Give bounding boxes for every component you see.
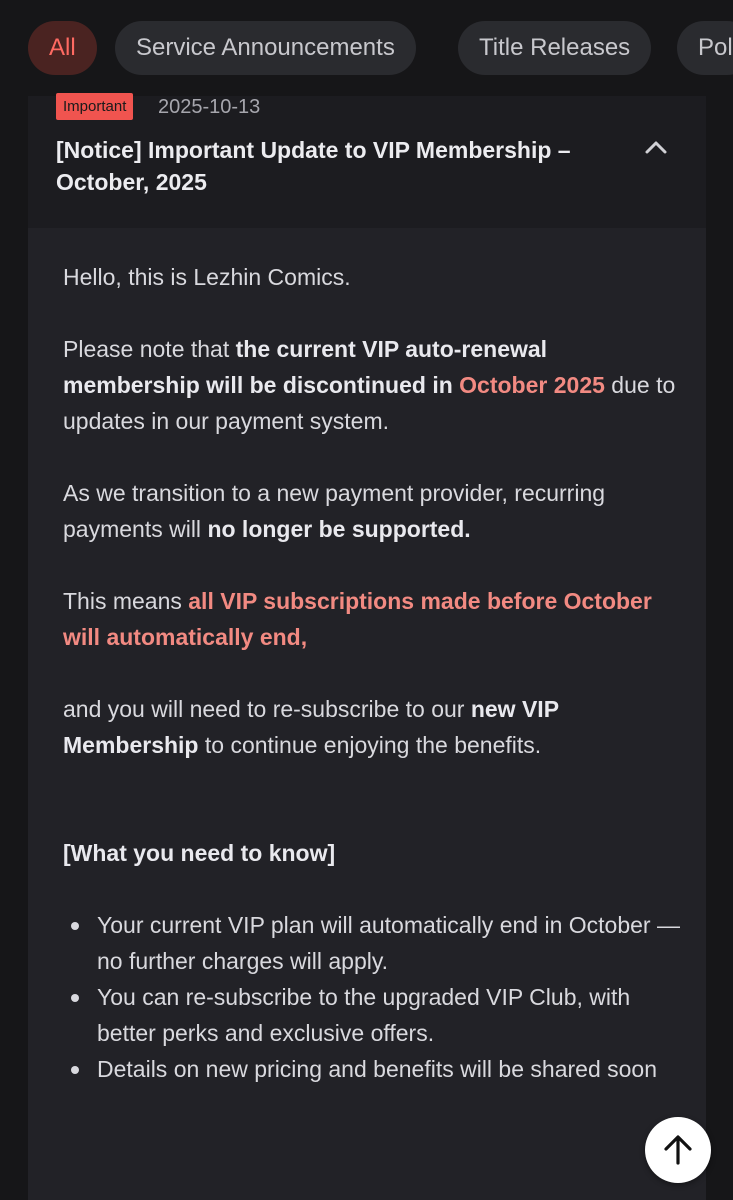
bullet-icon (71, 1066, 79, 1074)
paragraph-resubscribe: and you will need to re-subscribe to our new VIP Membership to continue enjoying the benefits. (63, 696, 559, 758)
notice-title: [Notice] Important Update to VIP Membership – October, 2025 (56, 137, 571, 195)
notice-header[interactable] (28, 96, 706, 228)
section-heading: [What you need to know] (63, 840, 336, 866)
scroll-to-top-button[interactable] (645, 1117, 711, 1183)
paragraph-transition: As we transition to a new payment provider, recurring payments will no longer be supported. (63, 480, 606, 542)
arrow-up-icon (661, 1133, 695, 1167)
tab-service-announcements[interactable]: Service Announcements (115, 21, 416, 75)
tab-all[interactable]: All (28, 21, 97, 75)
list-item: Details on new pricing and benefits will be shared soon (63, 1051, 683, 1087)
paragraph-discontinued: Please note that the current VIP auto-renewal membership will be discontinued in October 2025 due to updates in our payment system. (63, 336, 676, 434)
tab-title-releases[interactable]: Title Releases (458, 21, 651, 75)
bullet-icon (71, 922, 79, 930)
notice-date: 2025-10-13 (158, 96, 261, 118)
bullet-icon (71, 994, 79, 1002)
greeting-text: Hello, this is Lezhin Comics. (63, 264, 351, 290)
chevron-up-icon[interactable] (642, 134, 670, 162)
category-tabs (0, 0, 733, 96)
tab-policy[interactable]: Pol (677, 21, 733, 75)
bullet-list (63, 907, 683, 1087)
list-item: Your current VIP plan will automatically end in October — no further charges will apply. (63, 907, 683, 979)
important-badge: Important (56, 93, 133, 120)
paragraph-subscriptions-end: This means all VIP subscriptions made before October will automatically end, (63, 588, 652, 650)
notice-card (28, 96, 706, 1200)
list-item: You can re-subscribe to the upgraded VIP Club, with better perks and exclusive offers. (63, 979, 683, 1051)
notice-body (63, 259, 683, 1087)
